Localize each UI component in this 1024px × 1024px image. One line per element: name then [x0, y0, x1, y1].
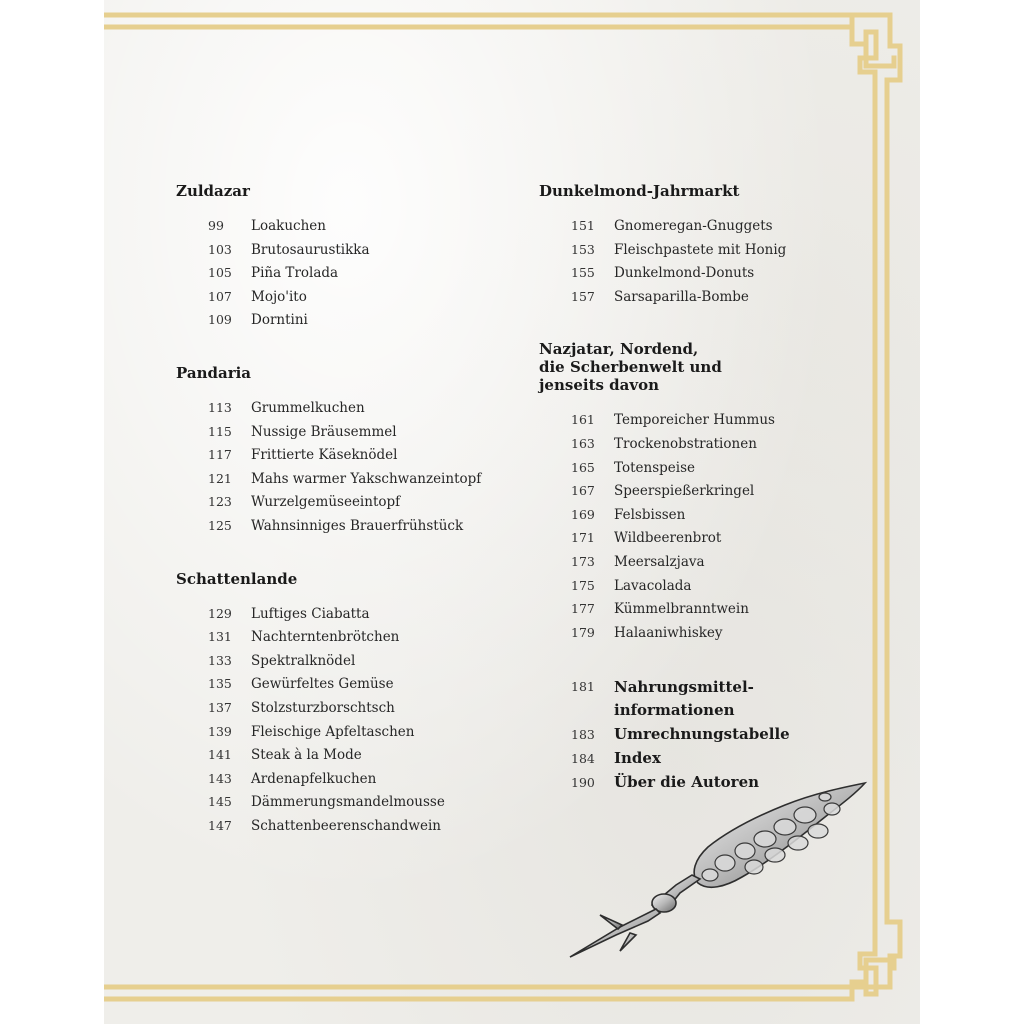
recipe-title: Piña Trolada	[251, 265, 339, 282]
entry-list	[176, 400, 516, 542]
toc-entry	[176, 518, 516, 542]
page-number: 155	[571, 265, 595, 281]
toc-left-column	[176, 182, 516, 869]
page-number: 105	[208, 265, 232, 281]
toc-entry	[176, 724, 516, 748]
page-number: 177	[571, 601, 595, 617]
page-number: 131	[208, 629, 232, 645]
recipe-title: Grummelkuchen	[251, 399, 365, 416]
page-number: 184	[571, 751, 595, 767]
toc-entry	[539, 625, 869, 649]
ornate-spear-head-icon	[560, 775, 875, 960]
recipe-title: Felsbissen	[614, 506, 686, 523]
toc-entry	[176, 653, 516, 677]
page-number: 137	[208, 699, 232, 715]
page-number: 121	[208, 470, 232, 486]
recipe-title: Brutosaurustikka	[251, 241, 370, 258]
section-heading: Zuldazar	[176, 182, 250, 200]
appendix-title: Nahrungsmittel-informationen	[614, 678, 754, 720]
page-number: 145	[208, 794, 232, 810]
toc-entry	[176, 676, 516, 700]
recipe-title: Wildbeerenbrot	[614, 530, 722, 547]
page-number: 190	[571, 775, 595, 791]
recipe-title: Trockenobstrationen	[614, 435, 757, 452]
toc-section	[176, 364, 516, 542]
recipe-title: Dunkelmond-Donuts	[614, 265, 755, 282]
toc-entry	[539, 265, 869, 289]
toc-entry	[176, 242, 516, 266]
toc-entry	[539, 289, 869, 313]
recipe-title: Luftiges Ciabatta	[251, 605, 370, 622]
recipe-title: Stolzsturzborschtsch	[251, 699, 395, 716]
toc-entry	[176, 424, 516, 448]
page-number: 171	[571, 530, 595, 546]
page-number: 133	[208, 652, 232, 668]
toc-entry	[539, 601, 869, 625]
recipe-title: Speerspießerkringel	[614, 483, 755, 500]
page-number: 181	[571, 679, 595, 695]
page-number: 157	[571, 288, 595, 304]
page-number: 167	[571, 483, 595, 499]
recipe-title: Gewürfeltes Gemüse	[251, 676, 394, 693]
page-number: 153	[571, 241, 595, 257]
page-number: 125	[208, 517, 232, 533]
page-number: 163	[571, 435, 595, 451]
toc-entry	[176, 818, 516, 842]
toc-entry	[539, 507, 869, 531]
recipe-title: Steak à la Mode	[251, 747, 362, 764]
section-heading-line: Nazjatar, Nordend,	[539, 340, 699, 359]
toc-entry	[539, 554, 869, 578]
recipe-title: Fleischige Apfeltaschen	[251, 723, 415, 740]
toc-entry	[539, 483, 869, 507]
toc-entry	[539, 436, 869, 460]
toc-entry	[176, 629, 516, 653]
page-number: 107	[208, 288, 232, 304]
page-number: 161	[571, 412, 595, 428]
page-number: 115	[208, 423, 232, 439]
toc-entry	[176, 794, 516, 818]
entry-list	[539, 218, 869, 312]
recipe-title: Schattenbeerenschandwein	[251, 817, 441, 834]
recipe-title: Nachterntenbrötchen	[251, 629, 400, 646]
recipe-title: Gnomeregan-Gnuggets	[614, 218, 773, 234]
appendix-title: Über die Autoren	[614, 773, 760, 792]
toc-entry	[539, 530, 869, 554]
toc-entry	[176, 700, 516, 724]
toc-entry	[176, 289, 516, 313]
entry-list	[176, 606, 516, 842]
page-number: 147	[208, 817, 232, 833]
toc-entry	[539, 747, 869, 771]
page-number: 129	[208, 605, 232, 621]
section-heading-line: jenseits davon	[539, 376, 659, 395]
page-number: 175	[571, 577, 595, 593]
page-number: 123	[208, 494, 232, 510]
entry-list	[176, 218, 516, 336]
recipe-title: Meersalzjava	[614, 553, 705, 570]
toc-entry	[176, 771, 516, 795]
toc-entry	[539, 412, 869, 436]
page-number: 117	[208, 447, 232, 463]
page-number: 113	[208, 399, 232, 415]
page-number: 143	[208, 770, 232, 786]
toc-entry	[539, 723, 869, 747]
toc-entry	[176, 312, 516, 336]
section-heading: Schattenlande	[176, 569, 298, 588]
recipe-title: Wurzelgemüseeintopf	[251, 494, 401, 511]
recipe-title: Sarsaparilla-Bombe	[614, 288, 749, 305]
toc-entry	[176, 400, 516, 424]
recipe-title: Dorntini	[251, 312, 308, 329]
page-number: 165	[571, 459, 595, 475]
page-number: 179	[571, 624, 595, 640]
page-number: 103	[208, 241, 232, 257]
recipe-title: Dämmerungsmandelmousse	[251, 794, 445, 811]
toc-entry	[539, 242, 869, 266]
page-number: 141	[208, 747, 232, 763]
toc-entry	[176, 471, 516, 495]
toc-right-column	[539, 182, 869, 795]
recipe-title: Frittierte Käseknödel	[251, 447, 398, 464]
recipe-title: Wahnsinniges Brauerfrühstück	[251, 517, 464, 534]
section-heading: Dunkelmond-Jahrmarkt	[539, 182, 740, 200]
page-number: 139	[208, 723, 232, 739]
toc-entry	[539, 218, 869, 242]
toc-section	[176, 570, 516, 842]
entry-list	[539, 412, 869, 648]
toc-entry	[176, 606, 516, 630]
section-heading	[539, 340, 869, 394]
section-heading: Pandaria	[176, 363, 252, 382]
page-number: 135	[208, 676, 232, 692]
toc-section	[176, 182, 516, 336]
recipe-title: Fleischpastete mit Honig	[614, 241, 787, 258]
recipe-title: Nussige Bräusemmel	[251, 423, 397, 440]
recipe-title: Spektralknödel	[251, 652, 356, 669]
recipe-title: Lavacolada	[614, 577, 692, 594]
page-number: 99	[208, 218, 224, 233]
toc-entry	[176, 265, 516, 289]
recipe-title: Totenspeise	[614, 459, 695, 476]
page-number: 169	[571, 506, 595, 522]
recipe-title: Mahs warmer Yakschwanzeintopf	[251, 470, 482, 487]
toc-entry	[539, 578, 869, 602]
toc-entry	[176, 494, 516, 518]
toc-entry	[539, 460, 869, 484]
page-number: 151	[571, 218, 595, 233]
recipe-title: Loakuchen	[251, 218, 326, 234]
toc-entry	[176, 218, 516, 242]
recipe-title: Halaaniwhiskey	[614, 624, 723, 641]
recipe-title: Kümmelbranntwein	[614, 601, 749, 618]
appendix-title: Umrechnungstabelle	[614, 725, 790, 744]
toc-entry	[176, 747, 516, 771]
appendix-title: Index	[614, 749, 661, 768]
page-number: 183	[571, 727, 595, 743]
toc-entry	[539, 676, 869, 722]
section-heading-line: die Scherbenwelt und	[539, 358, 722, 377]
recipe-title: Mojo'ito	[251, 288, 307, 305]
recipe-title: Ardenapfelkuchen	[251, 770, 377, 787]
toc-entry	[176, 447, 516, 471]
recipe-title: Temporeicher Hummus	[614, 412, 775, 429]
toc-section	[539, 182, 869, 312]
toc-section	[539, 340, 869, 648]
page-number: 109	[208, 312, 232, 328]
page-number: 173	[571, 553, 595, 569]
